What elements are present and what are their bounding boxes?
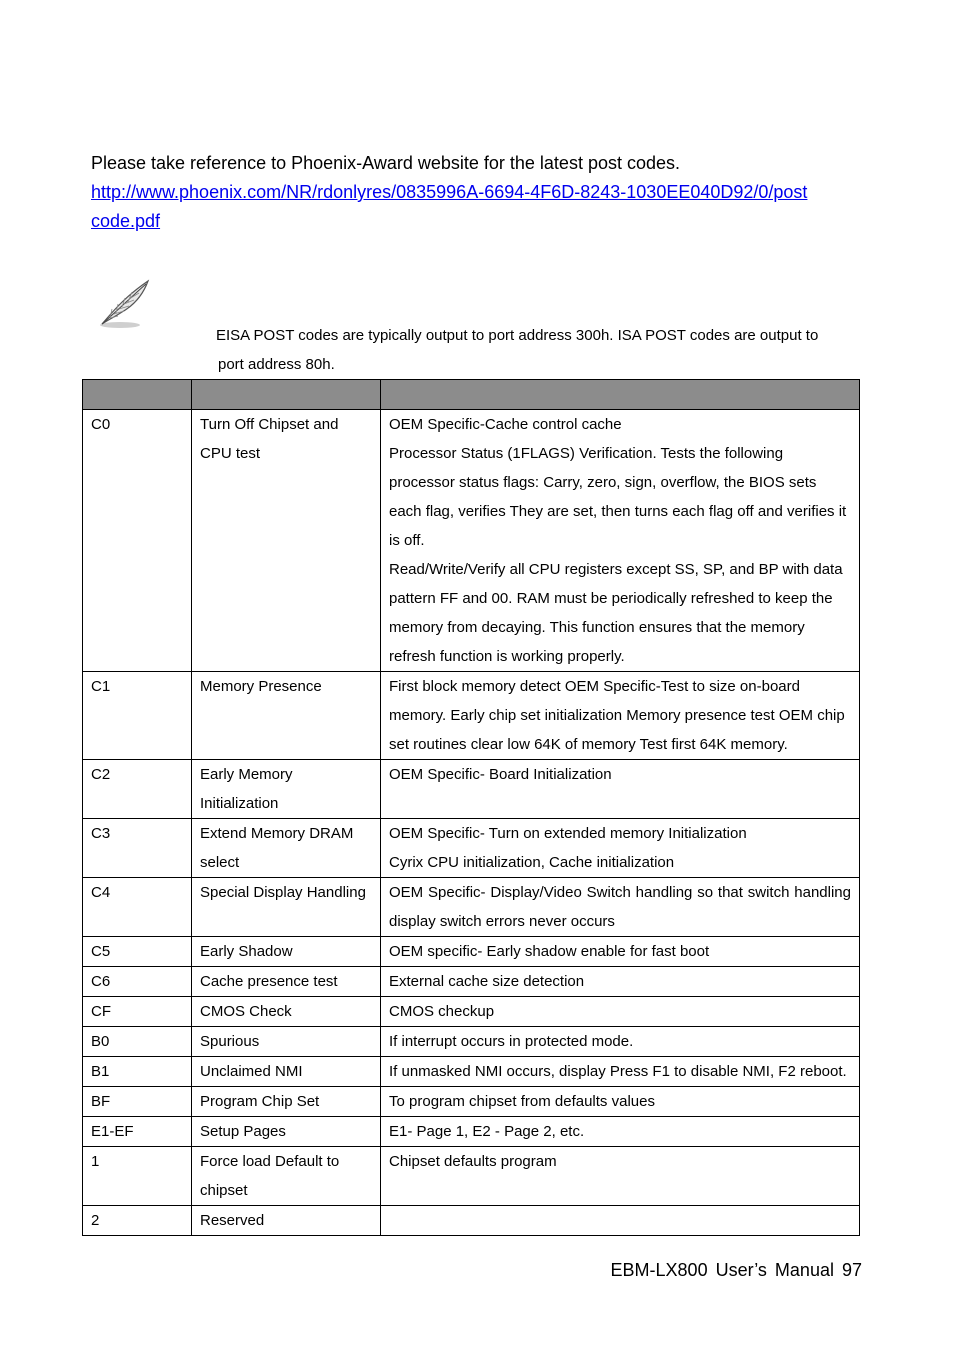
post-code-cell: BF [83,1087,192,1117]
post-description-cell [381,819,860,878]
table-row [83,1057,860,1087]
post-code-cell: C6 [83,967,192,997]
table-header-name [192,380,381,410]
post-description-cell [381,1057,860,1087]
post-name-cell: CMOS Check [192,997,381,1027]
post-code-cell: E1-EF [83,1117,192,1147]
table-row [83,1147,860,1206]
description-paragraph: If interrupt occurs in protected mode. [389,1033,634,1050]
table-row [83,1027,860,1057]
description-paragraph: Read/Write/Verify all CPU registers except SS, SP, and BP with data pattern FF and 00. RAM must be periodically refreshed to keep the memory from decaying. This function ensures that the memory refresh function is working properly. [389,561,843,665]
table-row [83,1117,860,1147]
post-name-cell: Special Display Handling [192,878,381,937]
postcode-link-line2: code.pdf [91,211,161,231]
table-row [83,672,860,760]
post-code-cell: C4 [83,878,192,937]
post-name-cell: Early Shadow [192,937,381,967]
table-row [83,937,860,967]
post-code-cell: C5 [83,937,192,967]
description-paragraph: OEM Specific- Turn on extended memory Initialization [389,825,747,842]
post-code-cell: C3 [83,819,192,878]
note-line2: port address 80h. [218,356,335,373]
table-row [83,819,860,878]
post-name-cell: Program Chip Set [192,1087,381,1117]
table-row [83,1206,860,1236]
post-description-cell [381,1206,860,1236]
feather-pen-icon [96,278,154,330]
postcode-link[interactable] [91,178,871,236]
table-row [83,760,860,819]
table-row [83,1087,860,1117]
description-paragraph: First block memory detect OEM Specific-Test to size on-board memory. Early chip set initialization Memory presence test OEM chip set routines clear low 64K of memory Test first 64K memory. [389,678,845,753]
post-name-cell: Turn Off Chipset and CPU test [192,410,381,672]
post-code-cell: C1 [83,672,192,760]
post-description-cell [381,1087,860,1117]
post-code-cell: 1 [83,1147,192,1206]
post-description-cell [381,997,860,1027]
postcode-link-line1: http://www.phoenix.com/NR/rdonlyres/0835996A-6694-4F6D-8243-1030EE040D92/0/post [91,182,808,202]
note-text [216,321,868,379]
post-code-cell: CF [83,997,192,1027]
table-row [83,878,860,937]
post-name-cell: Unclaimed NMI [192,1057,381,1087]
description-paragraph [389,1206,851,1235]
table-row [83,410,860,672]
post-description-cell [381,1117,860,1147]
description-paragraph: OEM Specific- Display/Video Switch handling so that switch handling display switch errors never occurs [389,884,851,930]
post-name-cell: Memory Presence [192,672,381,760]
post-description-cell [381,1027,860,1057]
post-name-cell: Force load Default to chipset [192,1147,381,1206]
description-paragraph: Cyrix CPU initialization, Cache initialization [389,854,675,871]
description-paragraph: External cache size detection [389,973,585,990]
post-name-cell: Reserved [192,1206,381,1236]
post-name-cell: Early Memory Initialization [192,760,381,819]
intro-paragraph [91,149,871,236]
intro-text: Please take reference to Phoenix-Award website for the latest post codes. [91,153,680,173]
table-header-row [83,380,860,410]
description-paragraph: To program chipset from defaults values [389,1093,655,1110]
description-paragraph: E1- Page 1, E2 - Page 2, etc. [389,1123,585,1140]
post-code-cell: C2 [83,760,192,819]
description-paragraph: OEM Specific- Board Initialization [389,766,612,783]
table-header-description [381,380,860,410]
description-paragraph: Processor Status (1FLAGS) Verification. Tests the following processor status flags: Carry, zero, sign, overflow, the BIOS sets each flag, verifies They are set, then turns each flag off and verifies it is off. [389,445,847,549]
description-paragraph: OEM Specific-Cache control cache [389,416,622,433]
post-code-cell: B1 [83,1057,192,1087]
description-paragraph: If unmasked NMI occurs, display Press F1 to disable NMI, F2 reboot. [389,1063,847,1080]
description-paragraph: Chipset defaults program [389,1153,557,1170]
table-row [83,997,860,1027]
post-description-cell [381,878,860,937]
post-description-cell [381,937,860,967]
post-name-cell: Setup Pages [192,1117,381,1147]
post-description-cell [381,410,860,672]
note-line1: EISA POST codes are typically output to port address 300h. ISA POST codes are output to [216,327,819,344]
post-code-cell: B0 [83,1027,192,1057]
post-description-cell [381,1147,860,1206]
post-code-cell: C0 [83,410,192,672]
post-description-cell [381,672,860,760]
post-code-rows [83,410,860,1236]
post-description-cell [381,967,860,997]
post-name-cell: Extend Memory DRAM select [192,819,381,878]
post-description-cell [381,760,860,819]
page-footer: EBM-LX800 User’s Manual 97 [610,1260,862,1280]
post-name-cell: Cache presence test [192,967,381,997]
post-name-cell: Spurious [192,1027,381,1057]
description-paragraph: CMOS checkup [389,1003,495,1020]
table-row [83,967,860,997]
description-paragraph: OEM specific- Early shadow enable for fast boot [389,943,710,960]
post-code-cell: 2 [83,1206,192,1236]
table-header-code [83,380,192,410]
post-code-table [82,379,860,1236]
